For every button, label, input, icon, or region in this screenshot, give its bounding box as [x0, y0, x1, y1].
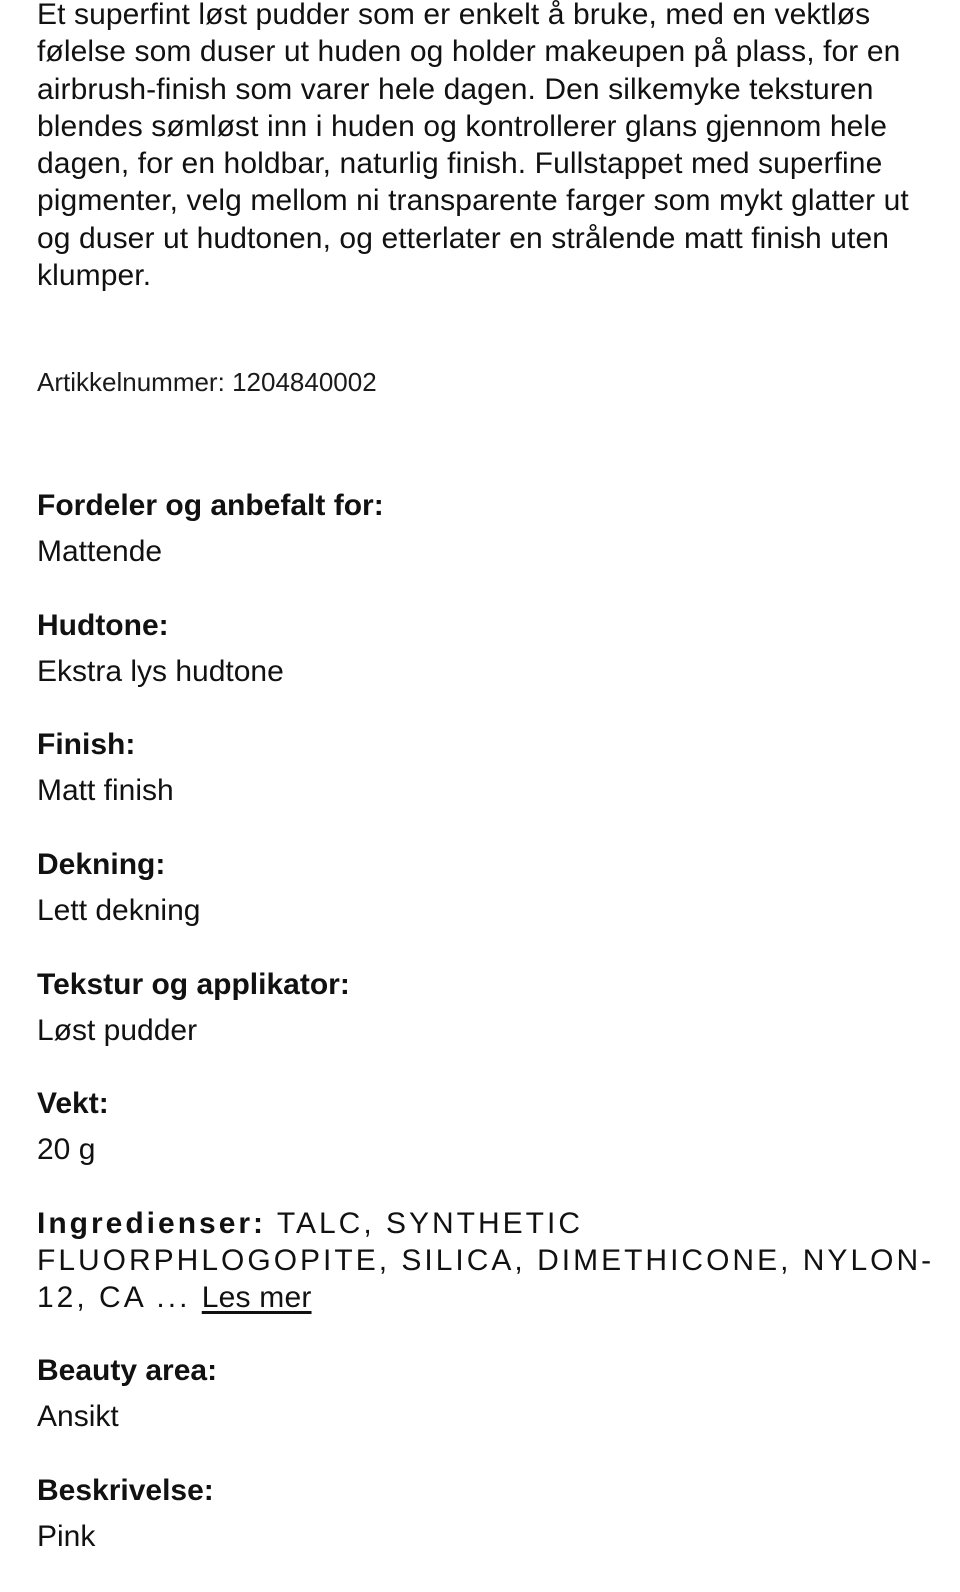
- attribute-benefits: [37, 487, 937, 607]
- attribute-beauty-area: [37, 1352, 937, 1472]
- attribute-finish: [37, 726, 937, 846]
- attribute-label: Beskrivelse:: [37, 1473, 214, 1507]
- attribute-value: Pink: [37, 1519, 96, 1553]
- attribute-label: Vekt:: [37, 1087, 109, 1121]
- article-number-label: Artikkelnummer:: [37, 367, 225, 397]
- attribute-label: Fordeler og anbefalt for:: [37, 489, 384, 522]
- ingredients-text: [37, 1205, 937, 1316]
- article-number-value: 1204840002: [232, 367, 377, 397]
- read-more-link[interactable]: Les mer: [201, 1281, 312, 1315]
- attribute-shade-description: [37, 1472, 937, 1592]
- attribute-texture: [37, 966, 937, 1086]
- attribute-value: Løst pudder: [37, 1013, 198, 1047]
- article-number: [37, 365, 377, 399]
- attribute-value: Mattende: [37, 535, 163, 568]
- attribute-value: Ekstra lys hudtone: [37, 654, 284, 688]
- attribute-list: [37, 487, 937, 1592]
- attribute-label: Beauty area:: [37, 1354, 218, 1388]
- attribute-value: Lett dekning: [37, 894, 201, 928]
- attribute-value: Ansikt: [37, 1400, 119, 1434]
- attribute-coverage: [37, 846, 937, 966]
- attribute-label: Tekstur og applikator:: [37, 967, 350, 1001]
- ingredients-list: TALC, SYNTHETIC FLUORPHLOGOPITE, SILICA, DIMETHICONE, NYLON-12, CA ...: [37, 1207, 935, 1315]
- attribute-value: 20 g: [37, 1133, 96, 1167]
- attribute-value: Matt finish: [37, 774, 174, 808]
- product-details: [37, 0, 937, 1553]
- ingredients-section: [37, 1205, 937, 1352]
- product-description: Et superfint løst pudder som er enkelt å bruke, med en vektløs følelse som duser ut huden og holder makeupen på plass, for en airbrush-finish som varer hele dagen. Den silkemyke teksturen blendes sømløst inn i huden og kontrollerer glans gjennom hele dagen, for en holdbar, naturlig finish. Fullstappet med superfine pigmenter, velg mellom ni transparente farger som mykt glatter ut og duser ut hudtonen, og etterlater en strålende matt finish uten klumper.: [37, 0, 909, 293]
- attribute-label: Finish:: [37, 728, 136, 762]
- attribute-weight: [37, 1085, 937, 1205]
- ingredients-label: Ingredienser:: [37, 1207, 267, 1241]
- attribute-skin-tone: [37, 607, 937, 727]
- attribute-label: Dekning:: [37, 848, 166, 882]
- attribute-label: Hudtone:: [37, 608, 169, 642]
